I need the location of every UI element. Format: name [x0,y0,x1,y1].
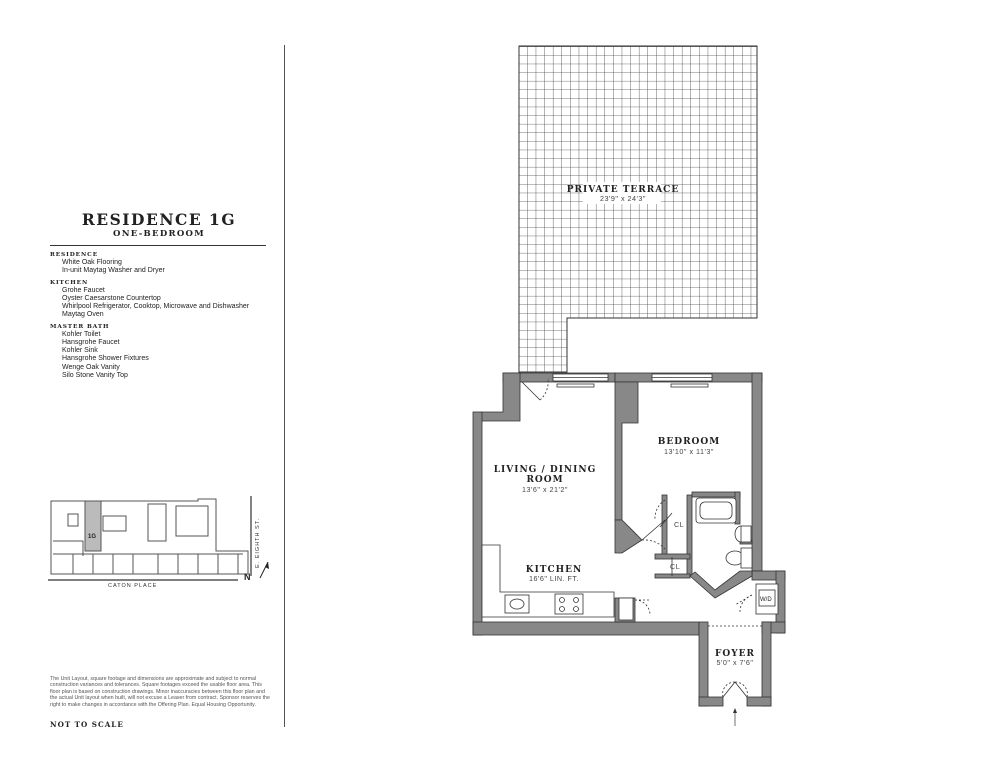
washer-dryer [756,584,778,614]
bedroom-name: BEDROOM [657,437,721,447]
kitchen-dim: 16'6" LIN. FT. [528,574,580,583]
spec-heading: RESIDENCE [50,252,99,258]
living-dim: 13'6" x 21'2" [522,485,568,494]
terrace-dim: 23'9" x 24'3" [600,194,646,203]
residence-subtitle: ONE-BEDROOM [113,229,205,239]
spec-heading: KITCHEN [50,279,89,286]
entry-arrow-icon [733,708,737,726]
spec-item: Silo Stone Vanity Top [62,371,128,379]
spec-item: Maytag Oven [62,311,104,319]
living-name-line1: LIVING / DINING [493,465,597,475]
keyplan-street-right: E. EIGHTH ST. [255,518,261,568]
keyplan-unit-label: 1G [88,534,97,540]
spec-item: Wenge Oak Vanity [62,363,120,371]
spec-item: Kohler Toilet [62,330,101,338]
residence-title: RESIDENCE 1G [81,210,237,229]
spec-item: In-unit Maytag Washer and Dryer [62,267,165,275]
foyer-dim: 5'0" x 7'6" [716,658,754,667]
closet-label-hall: CL [670,562,681,571]
living-name-line2: ROOM [526,475,564,485]
disclaimer-text: The Unit Layout, square footage and dimensions are approximate and subject to normal construction variances and tolerances. Square footages exceed the usable floor area. This floor plan is based on construction drawings. Minor inaccuracies between this floor plan and the actual Unit layout when built, will not excuse a Leaser from contract. Sponsor reserves the right to make changes in accordance with the Offering Plan. Equal Housing Opportunity. [50,676,270,708]
terrace-name: PRIVATE TERRACE [566,185,680,195]
closet-label-bedroom: CL [674,520,685,529]
not-to-scale-note: NOT TO SCALE [50,720,124,729]
keyplan-street-bottom: CATON PLACE [108,583,158,589]
kitchen-name: KITCHEN [525,565,583,575]
washer-dryer-label: W/D [760,597,772,603]
spec-item: Kohler Sink [62,347,98,355]
foyer-name: FOYER [715,649,755,659]
spec-item: White Oak Flooring [62,259,122,267]
bathroom-fixtures [696,498,752,568]
spec-heading: MASTER BATH [50,323,110,330]
bedroom-dim: 13'10" x 11'3" [664,447,714,456]
private-terrace [519,46,757,372]
spec-item: Hansgrohe Faucet [62,339,120,347]
spec-item: Hansgrohe Shower Fixtures [62,355,149,363]
spec-item: Whirlpool Refrigerator, Cooktop, Microwave and Dishwasher [62,303,250,311]
north-label: N [244,572,251,582]
spec-item: Oyster Caesarstone Countertop [62,295,161,303]
spec-item: Grohe Faucet [62,286,105,294]
